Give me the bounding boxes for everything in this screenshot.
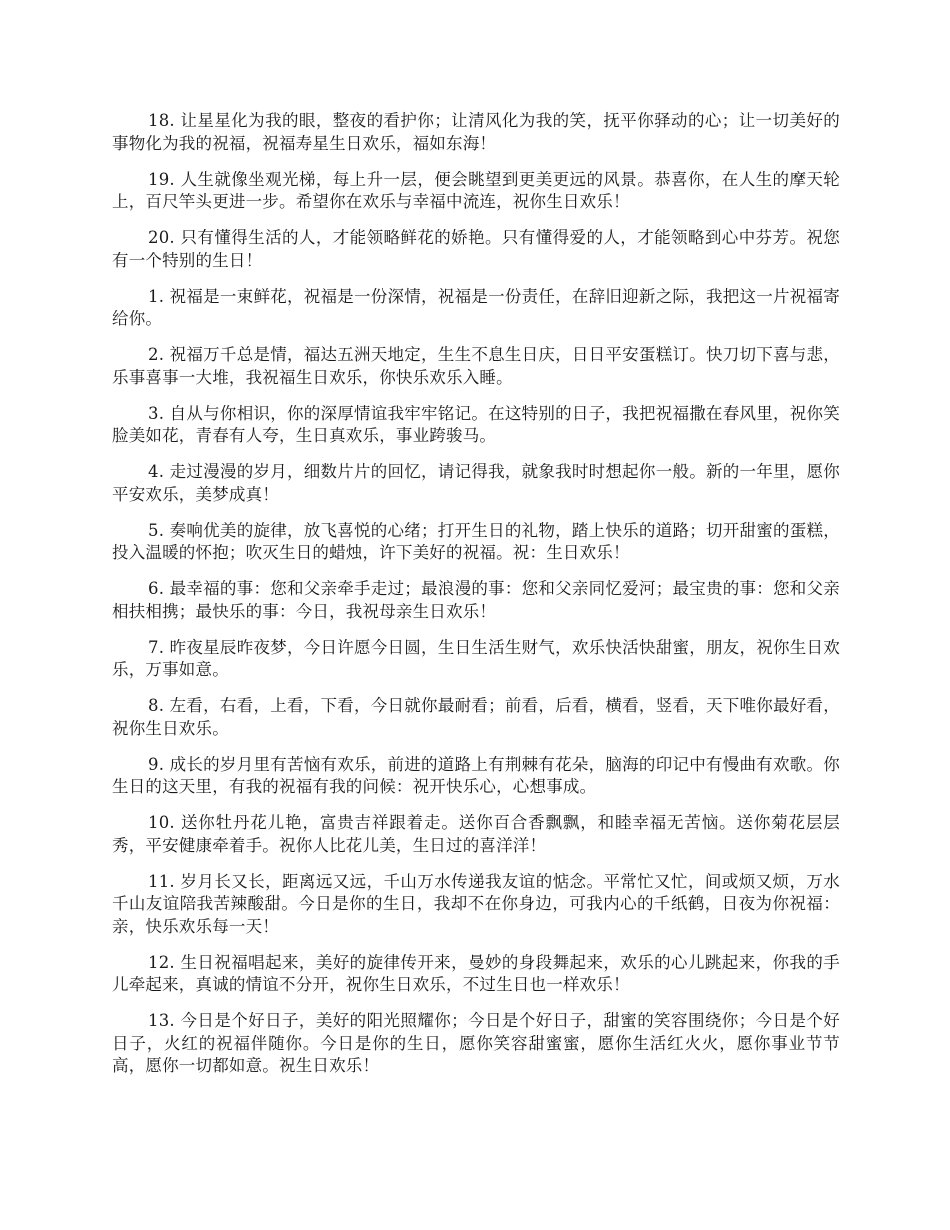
paragraph: 13. 今日是个好日子，美好的阳光照耀你；今日是个好日子，甜蜜的笑容围绕你；今日是个好日子，火红的祝福伴随你。今日是你的生日，愿你笑容甜蜜蜜，愿你生活红火火，愿你事业节节高，愿你一切都如意。祝生日欢乐！ [112, 1011, 840, 1075]
paragraph: 8. 左看，右看，上看，下看，今日就你最耐看；前看，后看，横看，竖看，天下唯你最好看，祝你生日欢乐。 [112, 696, 840, 738]
paragraph: 7. 昨夜星辰昨夜梦，今日许愿今日圆，生日生活生财气，欢乐快活快甜蜜，朋友，祝你生日欢乐，万事如意。 [112, 637, 840, 679]
paragraph: 12. 生日祝福唱起来，美好的旋律传开来，曼妙的身段舞起来，欢乐的心儿跳起来，你我的手儿牵起来，真诚的情谊不分开，祝你生日欢乐，不过生日也一样欢乐！ [112, 952, 840, 994]
paragraph: 5. 奏响优美的旋律，放飞喜悦的心绪；打开生日的礼物，踏上快乐的道路；切开甜蜜的蛋糕，投入温暖的怀抱；吹灭生日的蜡烛，许下美好的祝福。祝：生日欢乐！ [112, 520, 840, 562]
paragraph: 20. 只有懂得生活的人，才能领略鲜花的娇艳。只有懂得爱的人，才能领略到心中芬芳。祝您有一个特别的生日！ [112, 228, 840, 270]
paragraph: 18. 让星星化为我的眼，整夜的看护你；让清风化为我的笑，抚平你驿动的心；让一切美好的事物化为我的祝福，祝福寿星生日欢乐，福如东海！ [112, 111, 840, 153]
paragraph: 11. 岁月长又长，距离远又远，千山万水传递我友谊的惦念。平常忙又忙，间或烦又烦，万水千山友谊陪我苦辣酸甜。今日是你的生日，我却不在你身边，可我内心的千纸鹤，日夜为你祝福：亲，快乐欢乐每一天！ [112, 871, 840, 936]
paragraph: 2. 祝福万千总是情，福达五洲天地定，生生不息生日庆，日日平安蛋糕订。快刀切下喜与悲，乐事喜事一大堆，我祝福生日欢乐，你快乐欢乐入睡。 [112, 345, 840, 387]
paragraph: 9. 成长的岁月里有苦恼有欢乐，前进的道路上有荆棘有花朵，脑海的印记中有慢曲有欢歌。你生日的这天里，有我的祝福有我的问候：祝开快乐心，心想事成。 [112, 754, 840, 796]
document-body [112, 110, 840, 1091]
paragraph: 6. 最幸福的事：您和父亲牵手走过；最浪漫的事：您和父亲同忆爱河；最宝贵的事：您和父亲相扶相携；最快乐的事：今日，我祝母亲生日欢乐！ [112, 579, 840, 621]
paragraph: 10. 送你牡丹花儿艳，富贵吉祥跟着走。送你百合香飘飘，和睦幸福无苦恼。送你菊花层层秀，平安健康牵着手。祝你人比花儿美，生日过的喜洋洋！ [112, 813, 840, 855]
paragraph: 1. 祝福是一束鲜花，祝福是一份深情，祝福是一份责任，在辞旧迎新之际，我把这一片祝福寄给你。 [112, 286, 840, 328]
paragraph: 19. 人生就像坐观光梯，每上升一层，便会眺望到更美更远的风景。恭喜你，在人生的摩天轮上，百尺竿头更进一步。希望你在欢乐与幸福中流连，祝你生日欢乐！ [112, 169, 840, 211]
paragraph: 3. 自从与你相识，你的深厚情谊我牢牢铭记。在这特别的日子，我把祝福撒在春风里，祝你笑脸美如花，青春有人夸，生日真欢乐，事业跨骏马。 [112, 403, 840, 445]
paragraph: 4. 走过漫漫的岁月，细数片片的回忆，请记得我，就象我时时想起你一般。新的一年里，愿你平安欢乐，美梦成真！ [112, 462, 840, 504]
